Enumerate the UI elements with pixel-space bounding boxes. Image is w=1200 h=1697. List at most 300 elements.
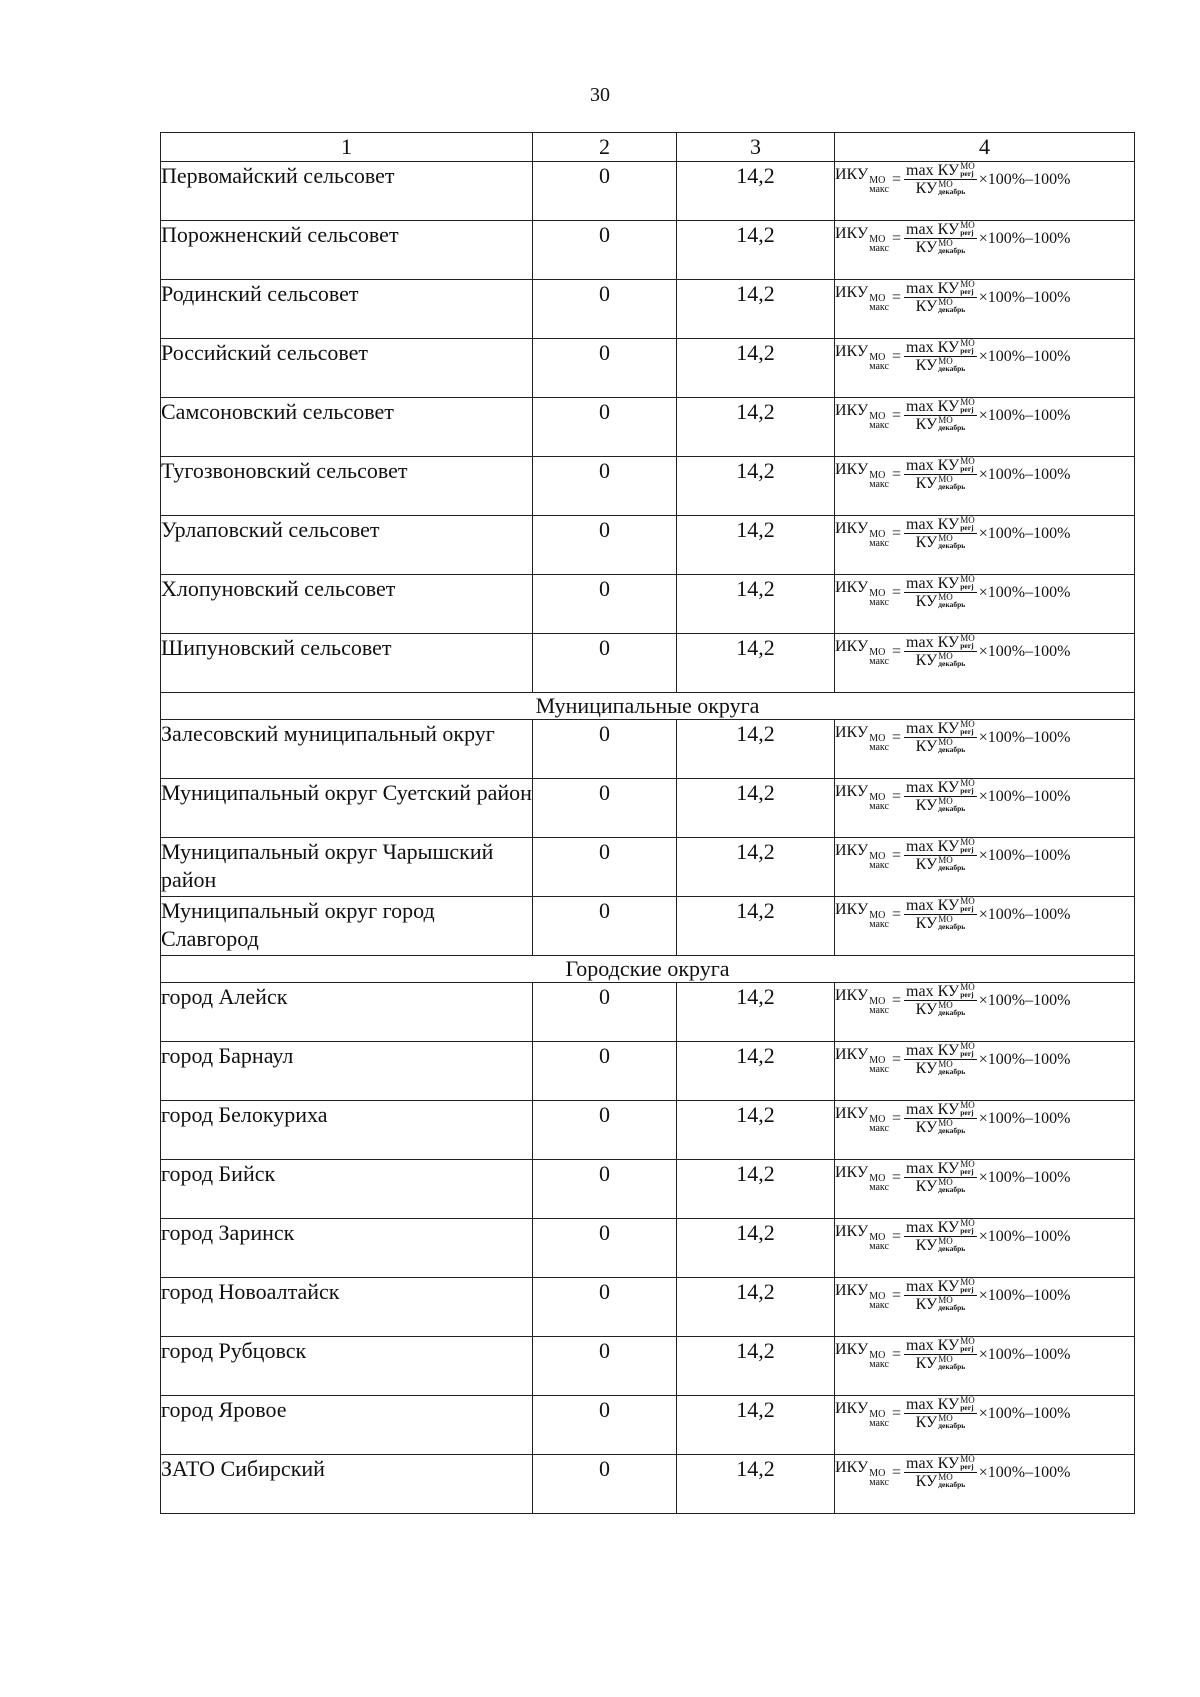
formula-numerator: [904, 398, 977, 416]
formula-denominator: [914, 475, 968, 492]
formula-den-sub: декабрь: [938, 1480, 966, 1489]
formula-num-sup: МО: [960, 397, 975, 407]
formula-num-sup: МО: [960, 456, 975, 466]
formula-den-base: КУ: [915, 1355, 938, 1372]
formula-lhs-sub: макс: [869, 1299, 889, 1311]
formula-den-sup: МО: [938, 1000, 953, 1010]
formula-cell: [835, 398, 1135, 457]
formula-numerator: [904, 516, 977, 534]
section-header-row: [161, 693, 1135, 720]
formula-num-sup: МО: [960, 1454, 975, 1464]
formula-num-base: max КУ: [906, 838, 960, 855]
table-row: [161, 779, 1135, 838]
section-title: Городские округа: [161, 956, 1135, 983]
formula-cell: [835, 983, 1135, 1042]
col-3-value: 14,2: [677, 457, 835, 516]
formula-lhs-base: ИКУ: [835, 900, 869, 918]
formula-lhs-base: ИКУ: [835, 460, 869, 478]
formula-num-sup: МО: [960, 574, 975, 584]
formula-lhs-base: ИКУ: [835, 283, 869, 301]
formula-lhs: [835, 724, 889, 752]
formula-tail: ×100%–100%: [978, 229, 1071, 247]
formula-fraction: [904, 280, 977, 315]
formula-lhs-base: ИКУ: [835, 723, 869, 741]
col-3-value: 14,2: [677, 897, 835, 956]
formula-numerator: [904, 634, 977, 652]
municipality-name: Порожненский сельсовет: [161, 221, 533, 280]
formula-den-sup: МО: [938, 651, 953, 661]
formula-num-sup: МО: [960, 279, 975, 289]
col-2-value: 0: [533, 897, 677, 956]
formula-numerator: [904, 897, 977, 915]
formula-den-sup: МО: [938, 1177, 953, 1187]
table-row: [161, 897, 1135, 956]
formula-num-sub: perj: [960, 786, 974, 795]
table-row: [161, 516, 1135, 575]
formula-den-sup: МО: [938, 297, 953, 307]
formula-den-sub: декабрь: [938, 863, 966, 872]
formula-equals: =: [891, 905, 902, 923]
formula-tail: ×100%–100%: [978, 1404, 1071, 1422]
formula-fraction: [904, 339, 977, 374]
formula-den-base: КУ: [915, 593, 938, 610]
table-row: [161, 720, 1135, 779]
formula-den-sup: МО: [938, 1118, 953, 1128]
formula-den-base: КУ: [915, 1060, 938, 1077]
formula-fraction: [904, 1160, 977, 1195]
formula-denominator: [914, 180, 968, 197]
formula-lhs-sub: макс: [869, 1417, 889, 1429]
formula-fraction: [904, 897, 977, 932]
formula-numerator: [904, 1337, 977, 1355]
formula-num-base: max КУ: [906, 1219, 960, 1236]
formula-den-sup: МО: [938, 914, 953, 924]
municipality-name: город Белокуриха: [161, 1101, 533, 1160]
formula-num-sub: perj: [960, 1285, 974, 1294]
formula-lhs-sub: макс: [869, 655, 889, 667]
formula-den-sup: МО: [938, 737, 953, 747]
formula-den-sup: МО: [938, 1413, 953, 1423]
col-3-value: 14,2: [677, 516, 835, 575]
col-3-value: 14,2: [677, 720, 835, 779]
formula-lhs-sup: МО: [869, 1349, 886, 1361]
formula-num-sub: perj: [960, 169, 974, 178]
formula-cell: [835, 838, 1135, 897]
formula-num-sub: perj: [960, 1462, 974, 1471]
col-3-value: 14,2: [677, 162, 835, 221]
col-2-value: 0: [533, 1337, 677, 1396]
col-2-value: 0: [533, 983, 677, 1042]
formula-cell: [835, 1160, 1135, 1219]
formula-numerator: [904, 1219, 977, 1237]
formula-fraction: [904, 1278, 977, 1313]
formula-num-sub: perj: [960, 582, 974, 591]
formula-cell: [835, 339, 1135, 398]
formula-tail: ×100%–100%: [978, 406, 1071, 424]
formula-cell: [835, 280, 1135, 339]
formula-lhs-sub: макс: [869, 419, 889, 431]
formula-denominator: [914, 652, 968, 669]
formula-den-sub: декабрь: [938, 1008, 966, 1017]
col-3-value: 14,2: [677, 1219, 835, 1278]
formula-cell: [835, 162, 1135, 221]
formula-cell: [835, 1455, 1135, 1514]
formula-lhs-sup: МО: [869, 732, 886, 744]
formula-lhs: [835, 166, 889, 194]
formula-denominator: [914, 1355, 968, 1372]
formula-den-sup: МО: [938, 1059, 953, 1069]
formula-num-base: max КУ: [906, 339, 960, 356]
formula-lhs-sup: МО: [869, 791, 886, 803]
table-row: [161, 398, 1135, 457]
formula-num-sub: perj: [960, 405, 974, 414]
table-row: [161, 1101, 1135, 1160]
formula-num-sup: МО: [960, 515, 975, 525]
formula-lhs-base: ИКУ: [835, 986, 869, 1004]
formula-fraction: [904, 1337, 977, 1372]
col-2-value: 0: [533, 1042, 677, 1101]
formula-lhs-sup: МО: [869, 1054, 886, 1066]
municipality-name: Российский сельсовет: [161, 339, 533, 398]
formula-lhs-sub: макс: [869, 741, 889, 753]
formula-numerator: [904, 1278, 977, 1296]
formula-num-sub: perj: [960, 346, 974, 355]
municipality-name: Урлаповский сельсовет: [161, 516, 533, 575]
formula-lhs: [835, 842, 889, 870]
formula-num-base: max КУ: [906, 897, 960, 914]
formula-num-sub: perj: [960, 845, 974, 854]
formula-cell: [835, 1396, 1135, 1455]
formula-numerator: [904, 339, 977, 357]
formula-lhs-sup: МО: [869, 469, 886, 481]
formula: [835, 221, 1134, 256]
formula-fraction: [904, 457, 977, 492]
formula-lhs-sub: макс: [869, 1181, 889, 1193]
municipality-name: Первомайский сельсовет: [161, 162, 533, 221]
formula-num-base: max КУ: [906, 516, 960, 533]
formula: [835, 457, 1134, 492]
formula-fraction: [904, 1101, 977, 1136]
formula-den-sub: декабрь: [938, 1303, 966, 1312]
formula: [835, 983, 1134, 1018]
formula-equals: =: [891, 642, 902, 660]
formula: [835, 1042, 1134, 1077]
col-2-value: 0: [533, 720, 677, 779]
formula-lhs: [835, 1341, 889, 1369]
formula-den-sup: МО: [938, 796, 953, 806]
formula-num-sup: МО: [960, 1041, 975, 1051]
col-2-value: 0: [533, 838, 677, 897]
formula-tail: ×100%–100%: [978, 787, 1071, 805]
formula-lhs: [835, 1400, 889, 1428]
table-row: [161, 983, 1135, 1042]
municipality-name: Родинский сельсовет: [161, 280, 533, 339]
formula-tail: ×100%–100%: [978, 170, 1071, 188]
formula-equals: =: [891, 524, 902, 542]
formula-num-base: max КУ: [906, 457, 960, 474]
formula-num-base: max КУ: [906, 1101, 960, 1118]
formula-den-base: КУ: [915, 1001, 938, 1018]
formula-lhs-sup: МО: [869, 292, 886, 304]
formula-num-sup: МО: [960, 338, 975, 348]
formula-denominator: [914, 797, 968, 814]
table-row: [161, 1042, 1135, 1101]
formula-den-sup: МО: [938, 238, 953, 248]
formula-lhs-sup: МО: [869, 850, 886, 862]
formula-num-base: max КУ: [906, 1396, 960, 1413]
formula: [835, 1101, 1134, 1136]
formula-den-base: КУ: [915, 416, 938, 433]
formula-lhs-sup: МО: [869, 909, 886, 921]
formula-cell: [835, 516, 1135, 575]
formula-num-sup: МО: [960, 719, 975, 729]
formula-denominator: [914, 593, 968, 610]
formula-den-sub: декабрь: [938, 1126, 966, 1135]
table-row: [161, 1455, 1135, 1514]
formula-num-sup: МО: [960, 837, 975, 847]
formula-denominator: [914, 915, 968, 932]
formula-den-sup: МО: [938, 533, 953, 543]
col-3-value: 14,2: [677, 221, 835, 280]
formula-den-sup: МО: [938, 855, 953, 865]
formula-numerator: [904, 575, 977, 593]
table-row: [161, 280, 1135, 339]
formula-den-sub: декабрь: [938, 659, 966, 668]
formula-tail: ×100%–100%: [978, 465, 1071, 483]
formula: [835, 897, 1134, 932]
formula-lhs: [835, 1282, 889, 1310]
page-number: 30: [590, 84, 610, 106]
formula-lhs-base: ИКУ: [835, 1281, 869, 1299]
col-2-value: 0: [533, 575, 677, 634]
formula-lhs: [835, 579, 889, 607]
formula-num-sup: МО: [960, 982, 975, 992]
formula-lhs-sub: макс: [869, 1004, 889, 1016]
formula-lhs: [835, 987, 889, 1015]
formula-tail: ×100%–100%: [978, 347, 1071, 365]
formula-num-sub: perj: [960, 1049, 974, 1058]
formula-tail: ×100%–100%: [978, 1109, 1071, 1127]
formula-numerator: [904, 221, 977, 239]
formula-numerator: [904, 838, 977, 856]
formula-lhs-sup: МО: [869, 528, 886, 540]
formula-denominator: [914, 239, 968, 256]
col-2-value: 0: [533, 516, 677, 575]
formula-tail: ×100%–100%: [978, 1286, 1071, 1304]
col-2-value: 0: [533, 634, 677, 693]
formula-denominator: [914, 1414, 968, 1431]
formula-lhs: [835, 638, 889, 666]
formula-den-base: КУ: [915, 1473, 938, 1490]
formula-lhs-base: ИКУ: [835, 519, 869, 537]
formula-num-base: max КУ: [906, 221, 960, 238]
municipality-name: город Яровое: [161, 1396, 533, 1455]
table-row: [161, 575, 1135, 634]
formula-num-sup: МО: [960, 633, 975, 643]
col-2-value: 0: [533, 162, 677, 221]
formula-lhs-sup: МО: [869, 410, 886, 422]
col-3-value: 14,2: [677, 1042, 835, 1101]
formula: [835, 162, 1134, 197]
col-3-value: 14,2: [677, 398, 835, 457]
col-3-value: 14,2: [677, 983, 835, 1042]
section-header-row: [161, 956, 1135, 983]
formula-lhs-sub: макс: [869, 537, 889, 549]
formula-lhs-sub: макс: [869, 301, 889, 313]
formula-equals: =: [891, 170, 902, 188]
formula: [835, 1455, 1134, 1490]
formula: [835, 1219, 1134, 1254]
formula-den-base: КУ: [915, 357, 938, 374]
formula-tail: ×100%–100%: [978, 991, 1071, 1009]
formula-den-sup: МО: [938, 474, 953, 484]
formula-lhs-base: ИКУ: [835, 1045, 869, 1063]
formula-lhs-base: ИКУ: [835, 1163, 869, 1181]
formula-den-base: КУ: [915, 1119, 938, 1136]
formula-numerator: [904, 1042, 977, 1060]
formula-cell: [835, 634, 1135, 693]
formula-fraction: [904, 838, 977, 873]
formula-den-sup: МО: [938, 1354, 953, 1364]
formula-lhs-sup: МО: [869, 587, 886, 599]
formula-den-sup: МО: [938, 1236, 953, 1246]
formula-fraction: [904, 1042, 977, 1077]
formula-num-sub: perj: [960, 1403, 974, 1412]
formula: [835, 516, 1134, 551]
formula-num-sub: perj: [960, 1226, 974, 1235]
formula-numerator: [904, 1455, 977, 1473]
formula-den-sub: декабрь: [938, 541, 966, 550]
col-2-value: 0: [533, 221, 677, 280]
formula-lhs-base: ИКУ: [835, 1104, 869, 1122]
formula-tail: ×100%–100%: [978, 1345, 1071, 1363]
col-3-value: 14,2: [677, 634, 835, 693]
formula-num-sub: perj: [960, 1344, 974, 1353]
formula: [835, 1160, 1134, 1195]
formula-num-sub: perj: [960, 1167, 974, 1176]
formula-equals: =: [891, 1286, 902, 1304]
formula-denominator: [914, 1473, 968, 1490]
formula-den-base: КУ: [915, 738, 938, 755]
formula-tail: ×100%–100%: [978, 288, 1071, 306]
table-row: [161, 1396, 1135, 1455]
municipality-name: Муниципальный округ Суетский район: [161, 779, 533, 838]
formula-lhs-sup: МО: [869, 1113, 886, 1125]
formula-fraction: [904, 221, 977, 256]
formula-den-base: КУ: [915, 1237, 938, 1254]
formula-fraction: [904, 634, 977, 669]
formula: [835, 1396, 1134, 1431]
formula-tail: ×100%–100%: [978, 642, 1071, 660]
formula-den-sub: декабрь: [938, 600, 966, 609]
formula-equals: =: [891, 1168, 902, 1186]
formula-fraction: [904, 720, 977, 755]
formula-lhs-sub: макс: [869, 859, 889, 871]
formula-lhs-base: ИКУ: [835, 165, 869, 183]
col-2-value: 0: [533, 1396, 677, 1455]
municipality-name: Самсоновский сельсовет: [161, 398, 533, 457]
formula-den-sub: декабрь: [938, 482, 966, 491]
col-2-value: 0: [533, 1278, 677, 1337]
col-3-value: 14,2: [677, 1101, 835, 1160]
formula: [835, 720, 1134, 755]
formula-den-sub: декабрь: [938, 1244, 966, 1253]
formula-lhs-sub: макс: [869, 1358, 889, 1370]
formula-num-sup: МО: [960, 896, 975, 906]
formula-numerator: [904, 162, 977, 180]
formula-lhs: [835, 1105, 889, 1133]
formula-numerator: [904, 720, 977, 738]
col-2-value: 0: [533, 1219, 677, 1278]
formula-den-sub: декабрь: [938, 1067, 966, 1076]
formula: [835, 339, 1134, 374]
col-3-value: 14,2: [677, 1455, 835, 1514]
formula-den-base: КУ: [915, 239, 938, 256]
formula-fraction: [904, 516, 977, 551]
formula-lhs-sub: макс: [869, 478, 889, 490]
formula-fraction: [904, 575, 977, 610]
formula-den-base: КУ: [915, 1178, 938, 1195]
municipality-name: Тугозвоновский сельсовет: [161, 457, 533, 516]
formula-cell: [835, 779, 1135, 838]
formula-denominator: [914, 738, 968, 755]
formula-cell: [835, 221, 1135, 280]
formula-lhs-sub: макс: [869, 1122, 889, 1134]
formula-den-sub: декабрь: [938, 1185, 966, 1194]
header-col-4: 4: [835, 133, 1135, 162]
col-3-value: 14,2: [677, 1160, 835, 1219]
formula-lhs-sup: МО: [869, 1290, 886, 1302]
formula-fraction: [904, 983, 977, 1018]
formula-den-sub: декабрь: [938, 804, 966, 813]
col-2-value: 0: [533, 779, 677, 838]
table-row: [161, 1278, 1135, 1337]
formula-den-sup: МО: [938, 179, 953, 189]
formula-lhs-base: ИКУ: [835, 841, 869, 859]
formula-tail: ×100%–100%: [978, 1227, 1071, 1245]
formula-equals: =: [891, 728, 902, 746]
formula-lhs-sub: макс: [869, 183, 889, 195]
formula-lhs-sub: макс: [869, 242, 889, 254]
formula-lhs-base: ИКУ: [835, 342, 869, 360]
formula-fraction: [904, 1396, 977, 1431]
table-row: [161, 339, 1135, 398]
municipality-name: Залесовский муниципальный округ: [161, 720, 533, 779]
indicator-table: [160, 132, 1135, 1514]
formula-denominator: [914, 1237, 968, 1254]
formula-den-base: КУ: [915, 915, 938, 932]
table-row: [161, 634, 1135, 693]
formula-num-base: max КУ: [906, 1455, 960, 1472]
formula-tail: ×100%–100%: [978, 846, 1071, 864]
col-3-value: 14,2: [677, 280, 835, 339]
formula-num-sub: perj: [960, 990, 974, 999]
formula-num-sup: МО: [960, 1277, 975, 1287]
formula-cell: [835, 1278, 1135, 1337]
formula-tail: ×100%–100%: [978, 1168, 1071, 1186]
formula-den-sub: декабрь: [938, 187, 966, 196]
formula-fraction: [904, 398, 977, 433]
formula-den-sup: МО: [938, 1295, 953, 1305]
formula-den-base: КУ: [915, 797, 938, 814]
formula-lhs-base: ИКУ: [835, 1399, 869, 1417]
formula-lhs: [835, 461, 889, 489]
formula: [835, 398, 1134, 433]
col-2-value: 0: [533, 1101, 677, 1160]
municipality-name: город Рубцовск: [161, 1337, 533, 1396]
formula-cell: [835, 1337, 1135, 1396]
formula-num-base: max КУ: [906, 634, 960, 651]
